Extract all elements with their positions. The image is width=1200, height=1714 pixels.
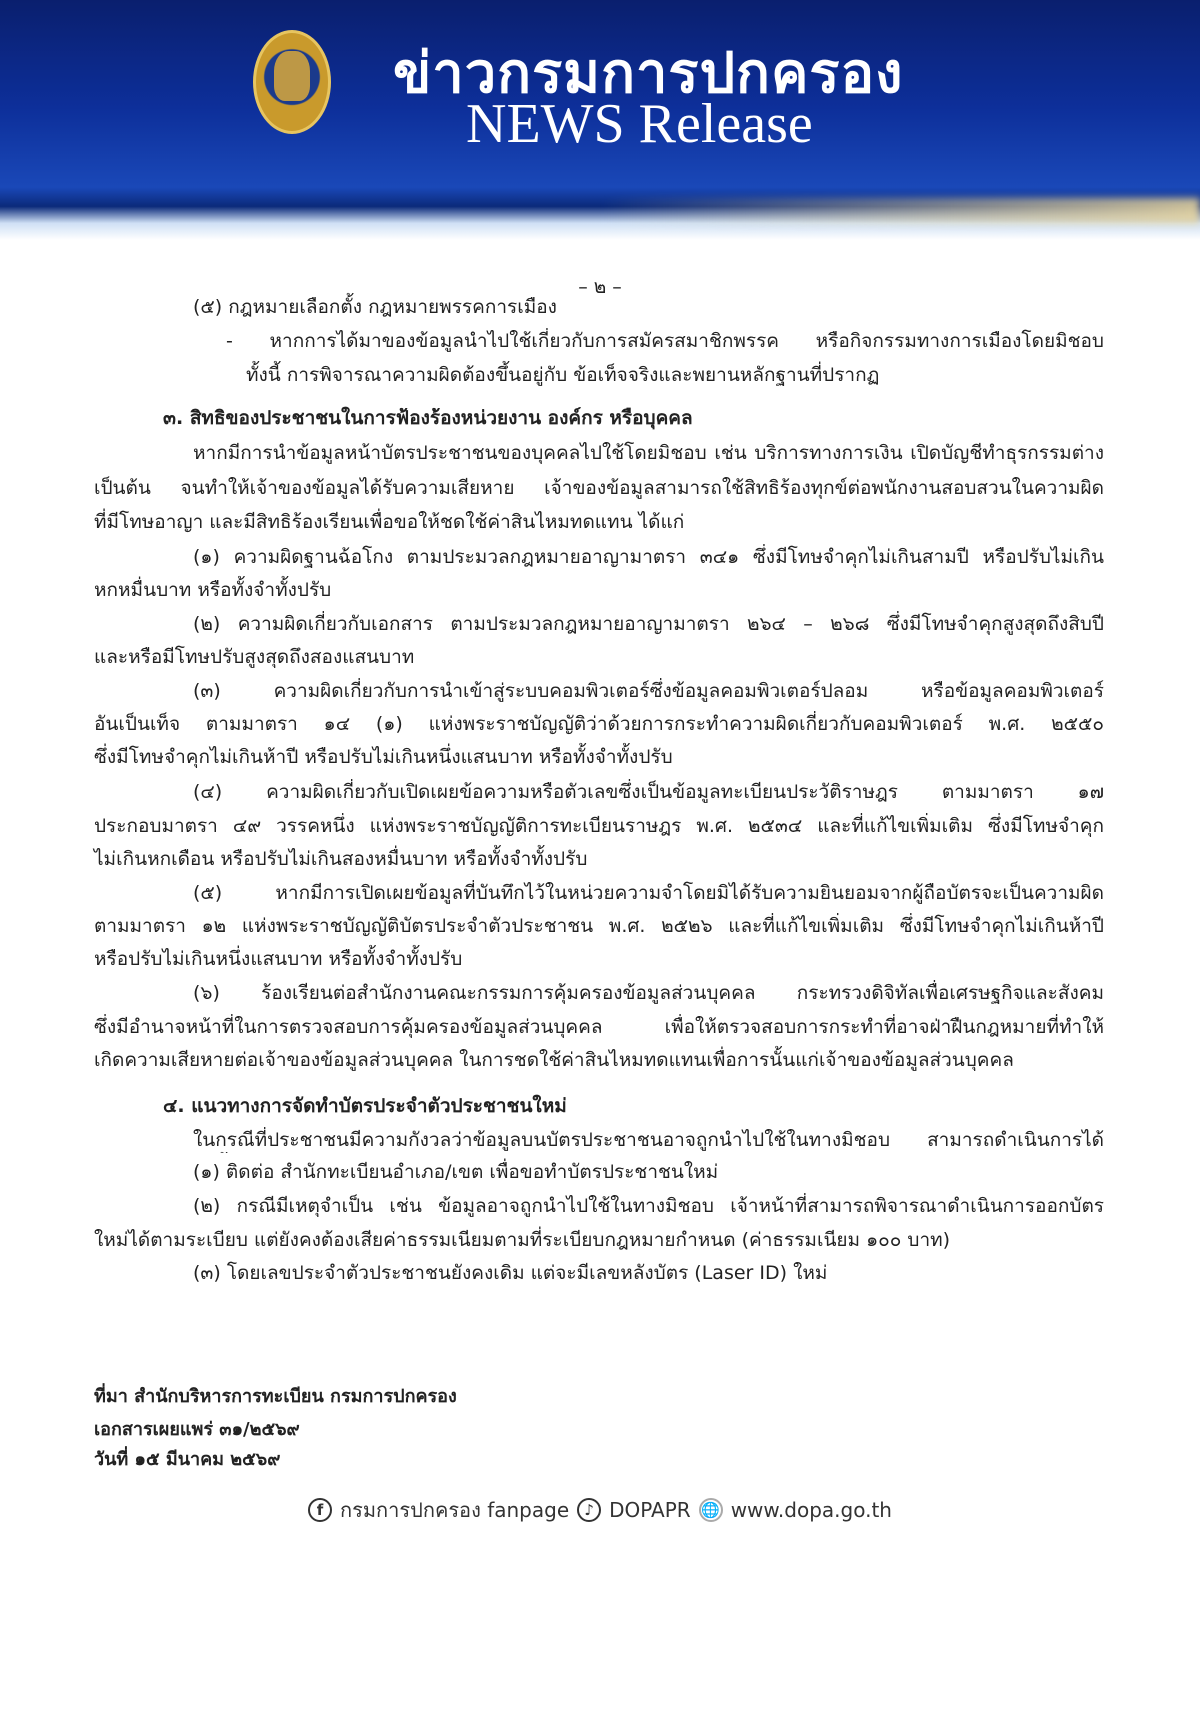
penalty-item-6: (๖) ร้องเรียนต่อสำนักงานคณะกรรมการคุ้มครองข้อมูลส่วนบุคคล กระทรวงดิจิทัลเพื่อเศรษฐกิจและสังคม [193,982,1104,1004]
election-law-line: - หากการได้มาของข้อมูลนำไปใช้เกี่ยวกับการสมัครสมาชิกพรรค หรือกิจกรรมทางการเมืองโดยมิชอบ [226,330,1104,352]
section3-intro-line: ที่มีโทษอาญา และมีสิทธิร้องเรียนเพื่อขอให้ชดใช้ค่าสินไหมทดแทน ได้แก่ [94,511,685,533]
facebook-fanpage-link[interactable]: กรมการปกครอง fanpage [340,1498,570,1522]
election-law-title: (๕) กฎหมายเลือกตั้ง กฎหมายพรรคการเมือง [193,296,557,318]
social-links [0,1494,1200,1526]
seal-lion-emblem [274,51,310,101]
section4-intro: ในกรณีที่ประชาชนมีความกังวลว่าข้อมูลบนบัตรประชาชนอาจถูกนำไปใช้ในทางมิชอบ สามารถดำเนินการได้ [193,1129,1104,1151]
penalty-item-3: (๓) ความผิดเกี่ยวกับการนำเข้าสู่ระบบคอมพิวเตอร์ซึ่งข้อมูลคอมพิวเตอร์ปลอม หรือข้อมูลคอมพิวเตอร์ [193,680,1104,702]
section3-intro-line: หากมีการนำข้อมูลหน้าบัตรประชาชนของบุคคลไปใช้โดยมิชอบ เช่น บริการทางการเงิน เปิดบัญชีทำธุรกรรมต่าง [193,442,1104,464]
tiktok-icon: ♪ [577,1498,601,1522]
page-number: – ๒ – [578,276,622,298]
penalty-item-1: (๑) ความผิดฐานฉ้อโกง ตามประมวลกฎหมายอาญามาตรา ๓๔๑ ซึ่งมีโทษจำคุกไม่เกินสามปี หรือปรับไม่เกิน [193,546,1104,568]
penalty-item-2: และหรือมีโทษปรับสูงสุดถึงสองแสนบาท [94,646,415,668]
source-line: ที่มา สำนักบริหารการทะเบียน กรมการปกครอง [94,1386,457,1407]
new-card-step-2: ใหม่ได้ตามระเบียบ แต่ยังคงต้องเสียค่าธรรมเนียมตามที่ระเบียบกฎหมายกำหนด (ค่าธรรมเนียม ๑๐๐ บาท) [94,1229,951,1251]
penalty-item-4: ไม่เกินหกเดือน หรือปรับไม่เกินสองหมื่นบาท หรือทั้งจำทั้งปรับ [94,848,588,870]
penalty-item-3: ซึ่งมีโทษจำคุกไม่เกินห้าปี หรือปรับไม่เกินหนึ่งแสนบาท หรือทั้งจำทั้งปรับ [94,746,673,768]
new-card-step-2: (๒) กรณีมีเหตุจำเป็น เช่น ข้อมูลอาจถูกนำไปใช้ในทางมิชอบ เจ้าหน้าที่สามารถพิจารณาดำเนินการออกบัตร [193,1195,1104,1217]
new-card-step-3: (๓) โดยเลขประจำตัวประชาชนยังคงเดิม แต่จะมีเลขหลังบัตร (Laser ID) ใหม่ [193,1262,828,1284]
dopa-seal-logo [253,30,331,134]
facebook-icon: f [308,1498,332,1522]
banner-title-thai: ข่าวกรมการปกครอง [393,41,904,106]
election-law-line: ทั้งนี้ การพิจารณาความผิดต้องขึ้นอยู่กับ ข้อเท็จจริงและพยานหลักฐานที่ปรากฏ [246,364,880,386]
publish-date: วันที่ ๑๕ มีนาคม ๒๕๖๙ [94,1449,281,1470]
penalty-item-2: (๒) ความผิดเกี่ยวกับเอกสาร ตามประมวลกฎหมายอาญามาตรา ๒๖๔ – ๒๖๘ ซึ่งมีโทษจำคุกสูงสุดถึงสิบปี [193,613,1104,635]
section3-heading: ๓. สิทธิของประชาชนในการฟ้องร้องหน่วยงาน องค์กร หรือบุคคล [163,407,693,429]
penalty-item-3: อันเป็นเท็จ ตามมาตรา ๑๔ (๑) แห่งพระราชบัญญัติว่าด้วยการกระทำความผิดเกี่ยวกับคอมพิวเตอร์ พ.ศ. ๒๕๕๐ [94,713,1104,735]
section4-heading: ๔. แนวทางการจัดทำบัตรประจำตัวประชาชนใหม่ [163,1095,567,1117]
new-card-step-1: (๑) ติดต่อ สำนักทะเบียนอำเภอ/เขต เพื่อขอทำบัตรประชาชนใหม่ [193,1161,719,1183]
website-link[interactable]: www.dopa.go.th [730,1498,892,1522]
news-release-banner [0,0,1200,240]
section3-intro-line: เป็นต้น จนทำให้เจ้าของข้อมูลได้รับความเสียหาย เจ้าของข้อมูลสามารถใช้สิทธิร้องทุกข์ต่อพนักงานสอบสวนในความผิด [94,477,1104,499]
penalty-item-4: (๔) ความผิดเกี่ยวกับเปิดเผยข้อความหรือตัวเลขซึ่งเป็นข้อมูลทะเบียนประวัติราษฎร ตามมาตรา ๑๗ [193,781,1104,803]
penalty-item-6: เกิดความเสียหายต่อเจ้าของข้อมูลส่วนบุคคล ในการชดใช้ค่าสินไหมทดแทนเพื่อการนั้นแก่เจ้าของข้อมูลส่วนบุคคล [94,1049,1014,1071]
document-number: เอกสารเผยแพร่ ๓๑/๒๕๖๙ [94,1419,300,1440]
banner-title-english: NEWS Release [466,93,813,155]
penalty-item-5: (๕) หากมีการเปิดเผยข้อมูลที่บันทึกไว้ในหน่วยความจำโดยมิได้รับความยินยอมจากผู้ถือบัตรจะเป็นความผิด [193,882,1104,904]
penalty-item-5: หรือปรับไม่เกินหนึ่งแสนบาท หรือทั้งจำทั้งปรับ [94,948,463,970]
penalty-item-1: หกหมื่นบาท หรือทั้งจำทั้งปรับ [94,579,332,601]
penalty-item-5: ตามมาตรา ๑๒ แห่งพระราชบัญญัติบัตรประจำตัวประชาชน พ.ศ. ๒๕๒๖ และที่แก้ไขเพิ่มเติม ซึ่งมีโทษจำคุกไม่เกินห้าปี [94,915,1104,937]
banner-glow [600,198,1200,224]
tiktok-link[interactable]: DOPAPR [609,1498,691,1522]
penalty-item-6: ซึ่งมีอำนาจหน้าที่ในการตรวจสอบการคุ้มครองข้อมูลส่วนบุคคล เพื่อให้ตรวจสอบการกระทำที่อาจฝ่าฝืนกฎหมายที่ทำให้ [94,1016,1104,1038]
globe-icon: 🌐 [699,1498,723,1522]
penalty-item-4: ประกอบมาตรา ๔๙ วรรคหนึ่ง แห่งพระราชบัญญัติการทะเบียนราษฎร พ.ศ. ๒๕๓๔ และที่แก้ไขเพิ่มเติม ซึ่งมีโทษจำคุก [94,815,1104,837]
